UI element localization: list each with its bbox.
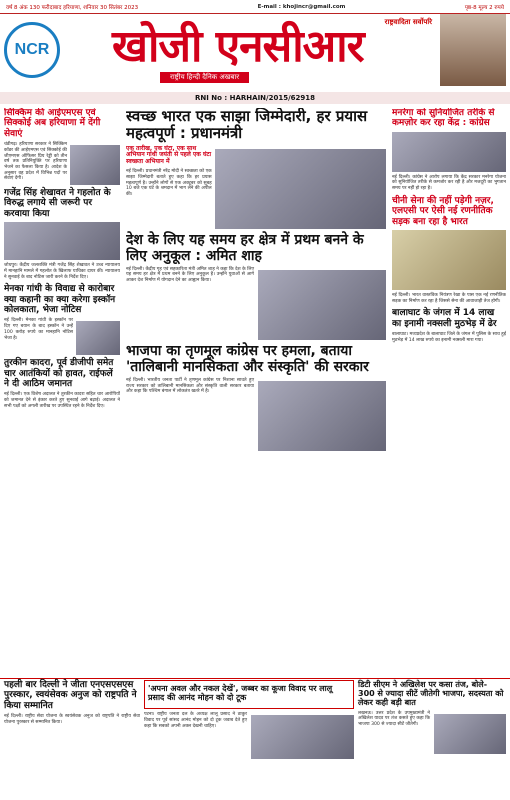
- right-column: [392, 108, 506, 678]
- masthead: [0, 14, 510, 92]
- story-balaghat: बालाघाट। मध्यप्रदेश के बालाघाट जिले के जंगल में पुलिस के साथ हुई मुठभेड़ में 14 लाख रुपये का इनामी नक्सली मारा गया।: [392, 332, 506, 343]
- headline-china[interactable]: चीनी सेना की नहीं पड़ेगी नज़र, एलएसी पर ऐसी नई रणनीतिक सड़क बना रहा है भारत: [392, 195, 494, 227]
- middle-column: [126, 108, 386, 678]
- story-lalu: पटना। राष्ट्रीय जनता दल के अध्यक्ष लालू प्रसाद ने ठाकुर विवाद पर पूर्व सांसद आनंद मोहन को दो टूक जवाब देते हुए कहा कि सबको अपनी अक्ल देखनी चाहिए।: [144, 712, 247, 729]
- lead-story: नई दिल्ली। प्रधानमंत्री नरेंद्र मोदी ने स्वच्छता को एक साझा जिम्मेदारी बताते हुए कहा कि हर प्रयास महत्वपूर्ण है। उन्होंने लोगों से एक अक्टूबर को सुबह 10 बजे एक घंटे के श्रमदान में भाग लेने की अपील की।: [126, 169, 212, 198]
- headline-shekhawat[interactable]: गजेंद्र सिंह शेखावत ने गहलोत के विरुद्ध लगाये सी जरूरी पर करवाया किया: [4, 188, 111, 219]
- page-price: पृष्ठ-8 मूल्य 2 रुपये: [464, 4, 504, 11]
- photo-shah: [258, 270, 386, 340]
- story-bjp: नई दिल्ली। भारतीय जनता पार्टी ने तृणमूल कांग्रेस पर निशाना साधते हुए राज्य सरकार को तालिबानी मानसिकता और संस्कृति वाली सरकार बताया और कहा कि पश्चिम बंगाल में लोकतंत्र खतरे में है।: [126, 377, 254, 395]
- newspaper-subtitle: राष्ट्रीय हिन्दी दैनिक अखबार: [160, 72, 249, 83]
- issue-info: वर्ष 8 अंक 130 फरीदाबाद हरियाणा, शनिवार 30 सितंबर 2023: [6, 4, 139, 11]
- headline-sikkim[interactable]: सिक्किम की आईएमएस एवं सिक्कोई अब हरियाणा में देंगी सेवाएं: [4, 108, 101, 139]
- email-link[interactable]: E-mail : khojincr@gmail.com: [257, 3, 346, 10]
- masthead-tagline: राष्ट्रवादिता सर्वोपरि: [384, 18, 432, 26]
- headline-deputy-cm[interactable]: डिटी सीएम ने अखिलेश पर कसा तंज, बोले- 300 से ज्यादा सीटें जीतेगी भाजपा, सदस्यता को लेकर कही बड़ी बात: [358, 680, 504, 708]
- headline-court[interactable]: तुरकीन कादरा, पूर्व डीजीपी समेत चार आतंकियों को हावत, राईफलें ने दी आठिम जमानत: [4, 358, 114, 389]
- photo-modi: [215, 149, 386, 229]
- rni-number: RNI No : HARHAIN/2015/62918: [0, 92, 510, 104]
- story-shah: नई दिल्ली। केंद्रीय गृह एवं सहकारिता मंत्री अमित शाह ने कहा कि देश के लिए यह समय हर क्षेत्र में प्रथम बनने के लिए अनुकूल है। उन्होंने युवाओं से आगे आकर देश निर्माण में योगदान देने का आह्वान किया।: [126, 266, 254, 284]
- story-deputy-cm: लखनऊ। उत्तर प्रदेश के उपमुख्यमंत्री ने अखिलेश यादव पर तंज कसते हुए कहा कि भाजपा 300 से ज्यादा सीटें जीतेगी।: [358, 710, 430, 728]
- photo-maneka: [76, 321, 120, 355]
- story-mnrega: नई दिल्ली। कांग्रेस ने आरोप लगाया कि केंद्र सरकार मनरेगा योजना को सुनियोजित तरीके से कमजोर कर रही है और मजदूरी का भुगतान समय पर नहीं हो रहा है।: [392, 174, 506, 192]
- headline-shah[interactable]: देश के लिए यह समय हर क्षेत्र में प्रथम बनने के लिए अनुकूल : अमित शाह: [126, 231, 364, 264]
- headline-balaghat[interactable]: बालाघाट के जंगल में 14 लाख का इनामी नक्सली मुठभेड़ में ढेर: [392, 308, 497, 329]
- story-shekhawat: जोधपुर। केंद्रीय जलशक्ति मंत्री गजेंद्र सिंह शेखावत ने उच्च न्यायालय में मानहानि मामले में गहलोत के खिलाफ याचिका दायर की। न्यायालय ने सुनवाई के बाद नोटिस जारी करने के निर्देश दिए।: [4, 263, 120, 280]
- headline-nss[interactable]: पहली बार दिल्ली ने जीता एनएसएसएस पुरस्कार, स्वयंसेवक अनुज को राष्ट्रपति ने किया सम्मानित: [4, 680, 137, 711]
- headline-bjp[interactable]: भाजपा का तृणमूल कांग्रेस पर हमला, बताया 'तालिबानी मानसिकता और संस्कृति' की सरकार: [126, 342, 369, 375]
- newspaper-title: खोजी एनसीआर: [112, 21, 364, 72]
- lead-kicker: एक तारीख, एक घंटा, एक साथ अभियान गांधी जयंती से पहले एक घंटा स्वच्छता अभियान में: [126, 144, 212, 166]
- headline-mnrega[interactable]: मनरेगा को सुनियोजित तरीके से कमज़ोर कर रहा केंद्र : कांग्रेस: [392, 108, 495, 129]
- photo-officer: [70, 145, 120, 185]
- hero-portrait: [440, 14, 506, 86]
- headline-maneka[interactable]: मेनका गांधी के विवाद्य से कारोबार क्या कहानी का क्या करेगा इस्कॉन कोलकाता, भेजा नोटिस: [4, 284, 116, 315]
- map-lac: [392, 230, 506, 290]
- photo-deputy-cm: [434, 714, 506, 754]
- photo-bjp-leader: [258, 381, 386, 451]
- lead-headline[interactable]: स्वच्छ भारत एक साझा जिम्मेदारी, हर प्रयास महत्वपूर्ण : प्रधानमंत्री: [126, 108, 368, 143]
- bottom-section: [4, 680, 506, 798]
- story-nss: नई दिल्ली। राष्ट्रीय सेवा योजना के स्वयंसेवक अनुज को राष्ट्रपति ने राष्ट्रीय सेवा योजना पुरस्कार से सम्मानित किया।: [4, 714, 140, 725]
- headline-lalu[interactable]: 'अपना अवल और नकल देखें', जब्बर का कूजा विवाद पर लालू प्रसाद की आनंद मोहन को दो टूक: [148, 684, 333, 703]
- photo-lalu: [251, 715, 354, 759]
- photo-shekhawat: [4, 222, 120, 260]
- top-info-bar: [0, 0, 510, 14]
- ncr-logo: NCR: [4, 22, 60, 78]
- photo-congress: [392, 132, 506, 172]
- story-maneka: नई दिल्ली। मेनका गांधी के इस्कॉन पर दिए गए बयान के बाद इस्कॉन ने उन्हें 100 करोड़ रुपये का मानहानि नोटिस भेजा है।: [4, 318, 73, 341]
- bottom-divider: [0, 678, 510, 679]
- story-sikkim: चंडीगढ़। हरियाणा सरकार ने सिक्किम कॉडर की आईएमएस एवं सिक्कोई की जीएमएस ऑफिसर प्रिय रेड्डी को तीन वर्ष तक प्रतिनियुक्ति पर हरियाणा भेजने का फैसला किया है। आदेश के अनुसार वह प्रदेश में विभिन्न पदों पर सेवाएं देंगी।: [4, 142, 67, 182]
- story-court: नई दिल्ली। एक विशेष अदालत ने तुरकीन कादरा सहित चार आरोपियों को जमानत देने से इंकार करते हुए सुनवाई आगे बढ़ाई। अदालत ने सभी पक्षों को अगली तारीख पर उपस्थित रहने के निर्देश दिए।: [4, 392, 120, 409]
- story-china: नई दिल्ली। भारत वास्तविक नियंत्रण रेखा के पास एक नई रणनीतिक सड़क का निर्माण कर रहा है जिससे सेना की आवाजाही तेज होगी।: [392, 292, 506, 304]
- left-column: [4, 108, 120, 678]
